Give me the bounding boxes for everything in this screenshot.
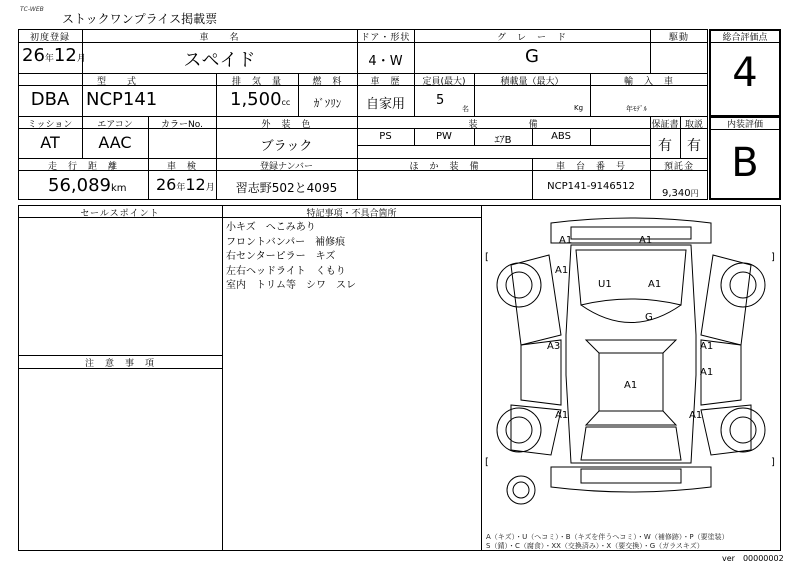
label-fuel: 燃 料 [312, 77, 343, 87]
aircon: AAC [98, 133, 132, 152]
spare-tire-shape [507, 476, 535, 504]
inspection-year: 26 [156, 175, 177, 194]
fuel: ｶﾞｿﾘﾝ [313, 97, 342, 110]
label-interior-score: 内装評価 [726, 120, 763, 130]
label-capacity: 定員(最大) [422, 77, 466, 87]
wheel-front-right-shape [721, 263, 765, 307]
mileage [48, 175, 127, 196]
label-car-name: 車 名 [199, 33, 240, 43]
label-import: 輸 入 車 [623, 77, 674, 87]
wheel-rear-right-shape [721, 408, 765, 452]
mark-hood-left: U1 [598, 279, 612, 290]
inspection-month-unit: 月 [205, 183, 215, 193]
label-recycle: 預託金 [663, 162, 694, 172]
label-model: 型 式 [96, 77, 137, 87]
logo [20, 6, 44, 13]
note-line-2: フロントバンパー 補修痕 [226, 236, 346, 248]
bracket-top-right: ] [771, 252, 775, 263]
label-transmission: ミッション [27, 120, 73, 130]
equipment-abs: ABS [551, 131, 571, 142]
mark-front-bumper: A1 [559, 235, 573, 246]
logo-text: TC-WEB [20, 6, 44, 13]
label-inspection: 車 検 [166, 162, 197, 172]
load-unit: Kg [574, 104, 584, 112]
interior-score: B [731, 140, 759, 186]
label-notes: 特記事項・不具合箇所 [306, 209, 397, 219]
equipment-ps: PS [379, 131, 392, 142]
equipment-airbag: ｴｱB [494, 135, 512, 146]
page-title: ストックワンプライス掲載票 [62, 12, 218, 26]
label-door-type: ドア・形状 [360, 33, 411, 43]
first-reg-year: 26 [22, 45, 45, 66]
label-chassis-no: 車 台 番 号 [555, 162, 626, 172]
bracket-top-left: [ [485, 252, 489, 263]
category: 自家用 [365, 97, 405, 112]
mileage-unit: km [110, 183, 127, 194]
label-mileage: 走 行 距 離 [47, 162, 118, 172]
displacement-unit: cc [281, 98, 291, 107]
door-type: 4・W [368, 54, 403, 69]
mark-right-door: A1 [700, 367, 714, 378]
label-plate: 登録ナンバー [260, 162, 313, 172]
recycle-unit: 円 [690, 189, 699, 198]
note-line-3: 右センターピラー キズ [226, 251, 336, 262]
mileage-value: 56,089 [48, 175, 111, 196]
mark-right-fender: A1 [700, 341, 714, 352]
displacement-value: 1,500 [230, 89, 282, 110]
label-color: 外 装 色 [261, 120, 312, 130]
first-reg-date [22, 45, 86, 66]
mark-roof: A1 [624, 380, 638, 391]
bracket-bottom-left: [ [485, 457, 489, 468]
label-load: 積載量（最大） [500, 77, 564, 87]
label-grade: グ レ ー ド [496, 33, 567, 43]
right-side-shape [701, 255, 751, 345]
bracket-bottom-right: ] [771, 457, 775, 468]
mark-hood-right: A1 [648, 279, 662, 290]
label-caution: 注 意 事 項 [84, 359, 155, 369]
mark-left-fender: A3 [547, 341, 561, 352]
note-line-5: 室内 トリム等 シワ スレ [226, 280, 356, 291]
import-year: 年ﾓﾃﾞﾙ [626, 105, 647, 113]
legend-line-1: A（キズ）・U（へコミ）・B（キズを伴うへコミ）・W（補修跡）・P（要塗装） [486, 533, 729, 541]
mark-left-front-side: A1 [555, 265, 569, 276]
model: NCP141 [86, 89, 158, 110]
label-color-no: カラーNo. [161, 120, 203, 130]
wheel-front-left-shape [497, 263, 541, 307]
label-warranty: 保証書 [651, 120, 679, 130]
mark-front-bumper-right: A1 [639, 235, 653, 246]
overall-score: 4 [732, 50, 758, 96]
label-first-reg: 初度登録 [29, 33, 70, 43]
car-name: スペイド [183, 50, 256, 71]
first-reg-month: 12 [53, 45, 77, 66]
inspection-date [156, 175, 215, 194]
warranty: 有 [658, 138, 672, 154]
label-category: 車 歴 [370, 77, 401, 87]
wheel-rear-left-shape [497, 408, 541, 452]
notes-list [226, 221, 356, 294]
first-reg-month-unit: 月 [76, 54, 86, 64]
first-reg-year-unit: 年 [44, 54, 54, 64]
inspection-month: 12 [185, 175, 206, 194]
mark-windshield: G [645, 312, 653, 323]
label-drive: 駆動 [668, 33, 689, 43]
mark-right-rear: A1 [689, 410, 703, 421]
capacity: 5 [436, 93, 445, 108]
label-overall-score: 総合評価点 [722, 33, 768, 43]
car-damage-diagram [481, 205, 781, 551]
label-aircon: エアコン [97, 120, 133, 130]
rear-bumper-shape [551, 467, 711, 492]
label-equipment: 装 備 [468, 120, 539, 130]
mark-left-rear: A1 [555, 410, 569, 421]
inspection-year-unit: 年 [176, 183, 186, 193]
manual: 有 [687, 138, 701, 154]
equipment-pw: PW [436, 131, 452, 142]
recycle [662, 181, 699, 200]
label-displacement: 排 気 量 [231, 77, 282, 87]
model-prefix: DBA [30, 89, 70, 110]
label-manual: 取説 [684, 120, 703, 130]
version-label: ver 00000002 [722, 554, 784, 563]
label-other-equipment: ほ か 装 備 [409, 162, 480, 172]
legend-line-2: S（錆）・C（腐食）・XX（交換済み）・X（要交換）・G（ガラスキズ） [486, 542, 704, 550]
color: ブラック [260, 139, 313, 154]
grade: G [525, 46, 539, 67]
label-sales-point: セールスポイント [80, 209, 160, 219]
note-line-4: 左右ヘッドライト くもり [226, 265, 346, 277]
left-side-shape [511, 255, 561, 345]
plate: 習志野502と4095 [235, 181, 338, 195]
note-line-1: 小キズ へこみあり [226, 222, 316, 233]
displacement [230, 89, 290, 110]
recycle-value: 9,340 [662, 188, 691, 199]
capacity-unit: 名 [462, 105, 469, 113]
chassis-no: NCP141-9146512 [547, 181, 635, 192]
hood-shape [576, 250, 686, 305]
transmission: AT [40, 133, 60, 152]
